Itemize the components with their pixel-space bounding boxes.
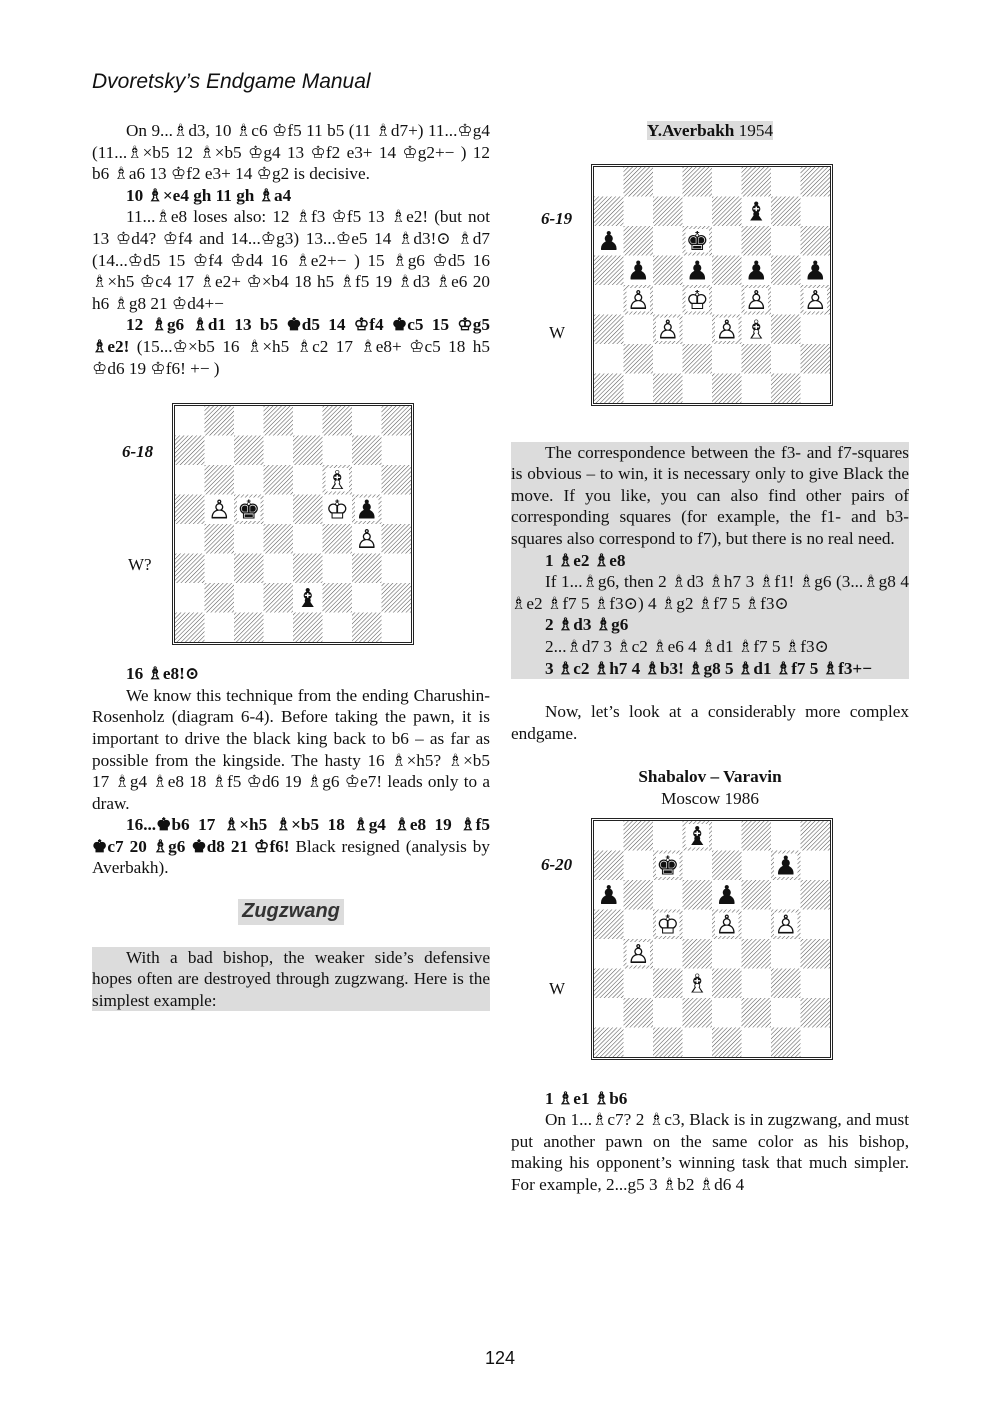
dark-square bbox=[293, 495, 323, 525]
dark-square bbox=[264, 465, 294, 495]
diagram-number: 6-18 bbox=[122, 442, 154, 462]
highlighted-paragraph: The correspondence between the f3- and f7-squares is obvious – to win, it is necessary only to give Black the move. If you like, you can also find other pairs of corresponding squares (for example, the f1- and b3-squares also correspond to f7), but there is no real need. bbox=[511, 442, 909, 548]
light-square bbox=[653, 998, 683, 1028]
light-square bbox=[624, 1027, 654, 1057]
dark-square bbox=[594, 255, 624, 285]
dark-square bbox=[234, 613, 264, 643]
dark-square bbox=[712, 196, 742, 226]
chess-piece-g4: ♙ bbox=[355, 524, 379, 555]
light-square bbox=[771, 821, 801, 851]
light-square bbox=[801, 196, 831, 226]
light-square bbox=[594, 167, 624, 197]
variation-text: (15...♔×b5 16 ♗×h5 ♗c2 17 ♗e8+ ♔c5 18 h5 ♔d6 19 ♔f6! +− ) bbox=[92, 336, 490, 378]
dark-square bbox=[594, 373, 624, 403]
dark-square bbox=[801, 167, 831, 197]
light-square bbox=[712, 998, 742, 1028]
main-line-move: 1 ♗e1 ♗b6 bbox=[545, 1088, 628, 1108]
light-square bbox=[175, 465, 205, 495]
paragraph: Now, let’s look at a considerably more complex endgame. bbox=[511, 702, 909, 743]
light-square bbox=[712, 821, 742, 851]
light-square bbox=[771, 880, 801, 910]
dark-square bbox=[683, 939, 713, 969]
light-square bbox=[624, 850, 654, 880]
chess-piece-c5: ♚ bbox=[237, 495, 261, 526]
dark-square bbox=[801, 821, 831, 851]
dark-square bbox=[594, 196, 624, 226]
chess-piece-c7: ♚ bbox=[656, 850, 680, 881]
dark-square bbox=[594, 968, 624, 998]
dark-square bbox=[653, 968, 683, 998]
chess-board bbox=[591, 818, 833, 1060]
light-square bbox=[594, 344, 624, 374]
chess-piece-c5: ♔ bbox=[656, 909, 680, 940]
chess-board bbox=[591, 164, 833, 406]
dark-square bbox=[264, 406, 294, 436]
diagram-6-20 bbox=[511, 818, 909, 1080]
dark-square bbox=[624, 344, 654, 374]
dark-square bbox=[293, 554, 323, 584]
chess-piece-d5: ♟ bbox=[685, 255, 709, 286]
dark-square bbox=[293, 613, 323, 643]
main-line-move: 3 ♗c2 ♗h7 4 ♗b3! ♗g8 5 ♗d1 ♗f7 5 ♗f3+− bbox=[511, 658, 909, 680]
dark-square bbox=[742, 939, 772, 969]
dark-square bbox=[742, 998, 772, 1028]
light-square bbox=[771, 939, 801, 969]
light-square bbox=[594, 821, 624, 851]
dark-square bbox=[234, 436, 264, 466]
chess-piece-f6: ♗ bbox=[325, 465, 349, 496]
chess-piece-g5: ♙ bbox=[774, 909, 798, 940]
light-square bbox=[264, 495, 294, 525]
light-square bbox=[264, 613, 294, 643]
chess-piece-b5: ♙ bbox=[207, 495, 231, 526]
light-square bbox=[624, 968, 654, 998]
dark-square bbox=[801, 880, 831, 910]
light-square bbox=[352, 465, 382, 495]
main-line-move: 16...♚b6 17 ♗×h5 ♗×b5 18 ♗g4 ♗e8 19 ♗f5 ♚c7 20 ♗g6 ♚d8 21 ♔f6! bbox=[92, 815, 490, 856]
light-square bbox=[801, 850, 831, 880]
chess-piece-b4: ♙ bbox=[626, 939, 650, 970]
dark-square bbox=[771, 255, 801, 285]
chess-piece-f5: ♟ bbox=[744, 255, 768, 286]
light-square bbox=[293, 406, 323, 436]
side-to-move: W bbox=[549, 978, 566, 998]
dark-square bbox=[175, 495, 205, 525]
light-square bbox=[352, 583, 382, 613]
dark-square bbox=[624, 167, 654, 197]
chess-piece-g7: ♟ bbox=[774, 850, 798, 881]
light-square bbox=[683, 909, 713, 939]
light-square bbox=[712, 226, 742, 256]
game-players: Shabalov – Varavin bbox=[638, 767, 782, 787]
light-square bbox=[594, 939, 624, 969]
dark-square bbox=[712, 1027, 742, 1057]
light-square bbox=[653, 821, 683, 851]
light-square bbox=[175, 583, 205, 613]
light-square bbox=[653, 939, 683, 969]
light-square bbox=[175, 406, 205, 436]
chess-piece-d4: ♔ bbox=[685, 285, 709, 316]
light-square bbox=[801, 968, 831, 998]
dark-square bbox=[175, 613, 205, 643]
chess-piece-c3: ♙ bbox=[656, 314, 680, 345]
dark-square bbox=[801, 998, 831, 1028]
light-square bbox=[323, 436, 353, 466]
dark-square bbox=[594, 909, 624, 939]
dark-square bbox=[742, 167, 772, 197]
dark-square bbox=[205, 406, 235, 436]
main-line-move: 16 ♗e8!⊙ bbox=[126, 664, 200, 684]
dark-square bbox=[264, 524, 294, 554]
light-square bbox=[382, 495, 412, 525]
right-column bbox=[511, 120, 909, 1195]
dark-square bbox=[742, 226, 772, 256]
light-square bbox=[234, 524, 264, 554]
dark-square bbox=[683, 167, 713, 197]
dark-square bbox=[624, 880, 654, 910]
light-square bbox=[742, 968, 772, 998]
chess-piece-f3: ♗ bbox=[744, 314, 768, 345]
light-square bbox=[771, 344, 801, 374]
light-square bbox=[683, 196, 713, 226]
dark-square bbox=[382, 465, 412, 495]
light-square bbox=[712, 285, 742, 315]
light-square bbox=[352, 406, 382, 436]
dark-square bbox=[264, 583, 294, 613]
side-to-move: W bbox=[549, 322, 566, 342]
dark-square bbox=[771, 1027, 801, 1057]
section-heading: Zugzwang bbox=[238, 899, 344, 925]
light-square bbox=[594, 285, 624, 315]
main-line-move: 2 ♗d3 ♗g6 bbox=[511, 614, 909, 636]
light-square bbox=[323, 554, 353, 584]
light-square bbox=[801, 909, 831, 939]
year: 1954 bbox=[734, 121, 774, 140]
dark-square bbox=[352, 554, 382, 584]
dark-square bbox=[712, 850, 742, 880]
light-square bbox=[175, 524, 205, 554]
light-square bbox=[712, 939, 742, 969]
light-square bbox=[771, 998, 801, 1028]
chess-piece-h4: ♙ bbox=[803, 285, 827, 316]
dark-square bbox=[205, 465, 235, 495]
dark-square bbox=[234, 554, 264, 584]
dark-square bbox=[653, 196, 683, 226]
dark-square bbox=[352, 436, 382, 466]
light-square bbox=[624, 314, 654, 344]
light-square bbox=[323, 613, 353, 643]
dark-square bbox=[352, 613, 382, 643]
chess-piece-d8: ♝ bbox=[685, 821, 709, 852]
left-column bbox=[92, 120, 490, 1011]
light-square bbox=[653, 344, 683, 374]
chess-piece-f4: ♙ bbox=[744, 285, 768, 316]
dark-square bbox=[712, 255, 742, 285]
dark-square bbox=[175, 554, 205, 584]
light-square bbox=[382, 436, 412, 466]
paragraph: We know this technique from the ending Charushin-Rosenholz (diagram 6-4). Before taking the pawn, it is important to drive the black king back to b6 – as far as possible from the kingside. The hasty 16 ♗×h5? ♗×b5 17 ♗g4 ♗e8 18 ♗f5 ♔d6 19 ♗g6 ♔e7! leads only to a draw. bbox=[92, 685, 490, 813]
light-square bbox=[293, 465, 323, 495]
dark-square bbox=[594, 314, 624, 344]
light-square bbox=[801, 373, 831, 403]
dark-square bbox=[653, 373, 683, 403]
dark-square bbox=[323, 524, 353, 554]
chess-piece-e6: ♟ bbox=[715, 880, 739, 911]
dark-square bbox=[801, 939, 831, 969]
light-square bbox=[624, 373, 654, 403]
light-square bbox=[742, 1027, 772, 1057]
dark-square bbox=[801, 226, 831, 256]
main-line-move: 1 ♗e2 ♗e8 bbox=[511, 550, 909, 572]
dark-square bbox=[742, 880, 772, 910]
dark-square bbox=[594, 1027, 624, 1057]
light-square bbox=[234, 465, 264, 495]
main-line-move: 10 ♗×e4 gh 11 gh ♗a4 bbox=[126, 185, 292, 205]
chess-piece-d3: ♗ bbox=[685, 968, 709, 999]
diagram-6-19 bbox=[511, 152, 909, 432]
dark-square bbox=[771, 373, 801, 403]
dark-square bbox=[205, 524, 235, 554]
chess-piece-f5: ♔ bbox=[325, 495, 349, 526]
dark-square bbox=[801, 344, 831, 374]
page-number: 124 bbox=[484, 1348, 516, 1368]
diagram-number: 6-19 bbox=[541, 208, 573, 228]
chess-piece-a6: ♟ bbox=[597, 226, 621, 257]
light-square bbox=[293, 524, 323, 554]
light-square bbox=[653, 167, 683, 197]
dark-square bbox=[771, 314, 801, 344]
light-square bbox=[624, 196, 654, 226]
dark-square bbox=[624, 821, 654, 851]
diagram-title bbox=[511, 120, 909, 142]
diagram-6-18 bbox=[92, 397, 490, 659]
light-square bbox=[771, 226, 801, 256]
side-to-move: W? bbox=[128, 555, 152, 575]
chess-piece-f7: ♝ bbox=[744, 196, 768, 227]
dark-square bbox=[683, 344, 713, 374]
dark-square bbox=[712, 373, 742, 403]
chess-piece-b4: ♙ bbox=[626, 285, 650, 316]
chess-piece-b5: ♟ bbox=[626, 255, 650, 286]
light-square bbox=[801, 314, 831, 344]
chess-board bbox=[172, 403, 414, 645]
dark-square bbox=[293, 436, 323, 466]
light-square bbox=[683, 1027, 713, 1057]
light-square bbox=[771, 167, 801, 197]
player-name: Y.Averbakh bbox=[646, 121, 735, 140]
dark-square bbox=[323, 406, 353, 436]
variation-paragraph: If 1...♗g6, then 2 ♗d3 ♗h7 3 ♗f1! ♗g6 (3...♗g8 4 ♗e2 ♗f7 5 ♗f3⊙) 4 ♗g2 ♗f7 5 ♗f3⊙ bbox=[511, 572, 909, 613]
light-square bbox=[801, 1027, 831, 1057]
dark-square bbox=[771, 968, 801, 998]
dark-square bbox=[712, 968, 742, 998]
dark-square bbox=[742, 821, 772, 851]
light-square bbox=[742, 373, 772, 403]
dark-square bbox=[653, 255, 683, 285]
running-header: Dvoretsky’s Endgame Manual bbox=[92, 70, 371, 93]
dark-square bbox=[382, 583, 412, 613]
light-square bbox=[264, 554, 294, 584]
dark-square bbox=[382, 406, 412, 436]
dark-square bbox=[771, 196, 801, 226]
light-square bbox=[653, 880, 683, 910]
dark-square bbox=[624, 226, 654, 256]
paragraph: 11...♗e8 loses also: 12 ♗f3 ♔f5 13 ♗e2! (but not 13 ♔d4? ♔f4 and 14...♔g3) 13...♔e5 14 ♗d3!⊙ ♗d7 (14...♔d5 15 ♔f4 ♔d4 16 ♗e2+− ) 15 ♗g6 ♔d5 16 ♗×h5 ♔c4 17 ♗e2+ ♔×b4 18 h5 ♗f5 19 ♗d3 ♗e6 20 h6 ♗g8 21 ♔d4+− bbox=[92, 207, 490, 313]
dark-square bbox=[683, 998, 713, 1028]
light-square bbox=[742, 909, 772, 939]
chess-piece-e5: ♙ bbox=[715, 909, 739, 940]
result-text: Black resigned (analysis by Averbakh). bbox=[92, 836, 490, 878]
light-square bbox=[382, 554, 412, 584]
light-square bbox=[653, 285, 683, 315]
dark-square bbox=[624, 998, 654, 1028]
diagram-number: 6-20 bbox=[541, 854, 573, 874]
light-square bbox=[594, 998, 624, 1028]
light-square bbox=[683, 373, 713, 403]
light-square bbox=[712, 167, 742, 197]
variation-paragraph: 2...♗d7 3 ♗c2 ♗e6 4 ♗d1 ♗f7 5 ♗f3⊙ bbox=[511, 636, 909, 658]
light-square bbox=[771, 285, 801, 315]
dark-square bbox=[382, 524, 412, 554]
light-square bbox=[205, 436, 235, 466]
chess-piece-d6: ♚ bbox=[685, 226, 709, 257]
highlighted-paragraph: With a bad bishop, the weaker side’s defensive hopes often are destroyed through zugzwang. Here is the simplest example: bbox=[92, 947, 490, 1010]
light-square bbox=[742, 850, 772, 880]
dark-square bbox=[175, 436, 205, 466]
light-square bbox=[234, 406, 264, 436]
light-square bbox=[205, 613, 235, 643]
dark-square bbox=[683, 880, 713, 910]
chess-piece-e2: ♝ bbox=[296, 583, 320, 614]
dark-square bbox=[653, 1027, 683, 1057]
dark-square bbox=[205, 583, 235, 613]
main-line-paragraph bbox=[92, 814, 490, 879]
chess-piece-g5: ♟ bbox=[355, 495, 379, 526]
light-square bbox=[683, 314, 713, 344]
light-square bbox=[205, 554, 235, 584]
chess-piece-e3: ♙ bbox=[715, 314, 739, 345]
paragraph: On 9...♗d3, 10 ♗c6 ♔f5 11 b5 (11 ♗d7+) 11...♔g4 (11...♗×b5 12 ♗×b5 ♔g4 13 ♔f2 e3+ 14 ♔g2+− ) 12 b6 ♗a6 13 ♔f2 e3+ 14 ♔g2 is decisive. bbox=[92, 121, 490, 184]
light-square bbox=[382, 613, 412, 643]
light-square bbox=[712, 344, 742, 374]
light-square bbox=[683, 850, 713, 880]
dark-square bbox=[323, 583, 353, 613]
chess-piece-a6: ♟ bbox=[597, 880, 621, 911]
light-square bbox=[653, 226, 683, 256]
light-square bbox=[234, 583, 264, 613]
light-square bbox=[264, 436, 294, 466]
game-place: Moscow 1986 bbox=[661, 788, 759, 808]
main-line-move: 12 ♗g6 ♗d1 13 b5 ♚d5 14 ♔f4 ♚c5 15 ♔g5 ♗e2! bbox=[92, 315, 490, 356]
paragraph: On 1...♗c7? 2 ♗c3, Black is in zugzwang, and must put another pawn on the same color as his bishop, making his opponent’s winning task that much simpler. For example, 2...g5 3 ♗b2 ♗d6 4 bbox=[511, 1110, 909, 1194]
dark-square bbox=[742, 344, 772, 374]
chess-piece-h5: ♟ bbox=[803, 255, 827, 286]
light-square bbox=[624, 909, 654, 939]
main-line-paragraph bbox=[92, 314, 490, 379]
dark-square bbox=[594, 850, 624, 880]
